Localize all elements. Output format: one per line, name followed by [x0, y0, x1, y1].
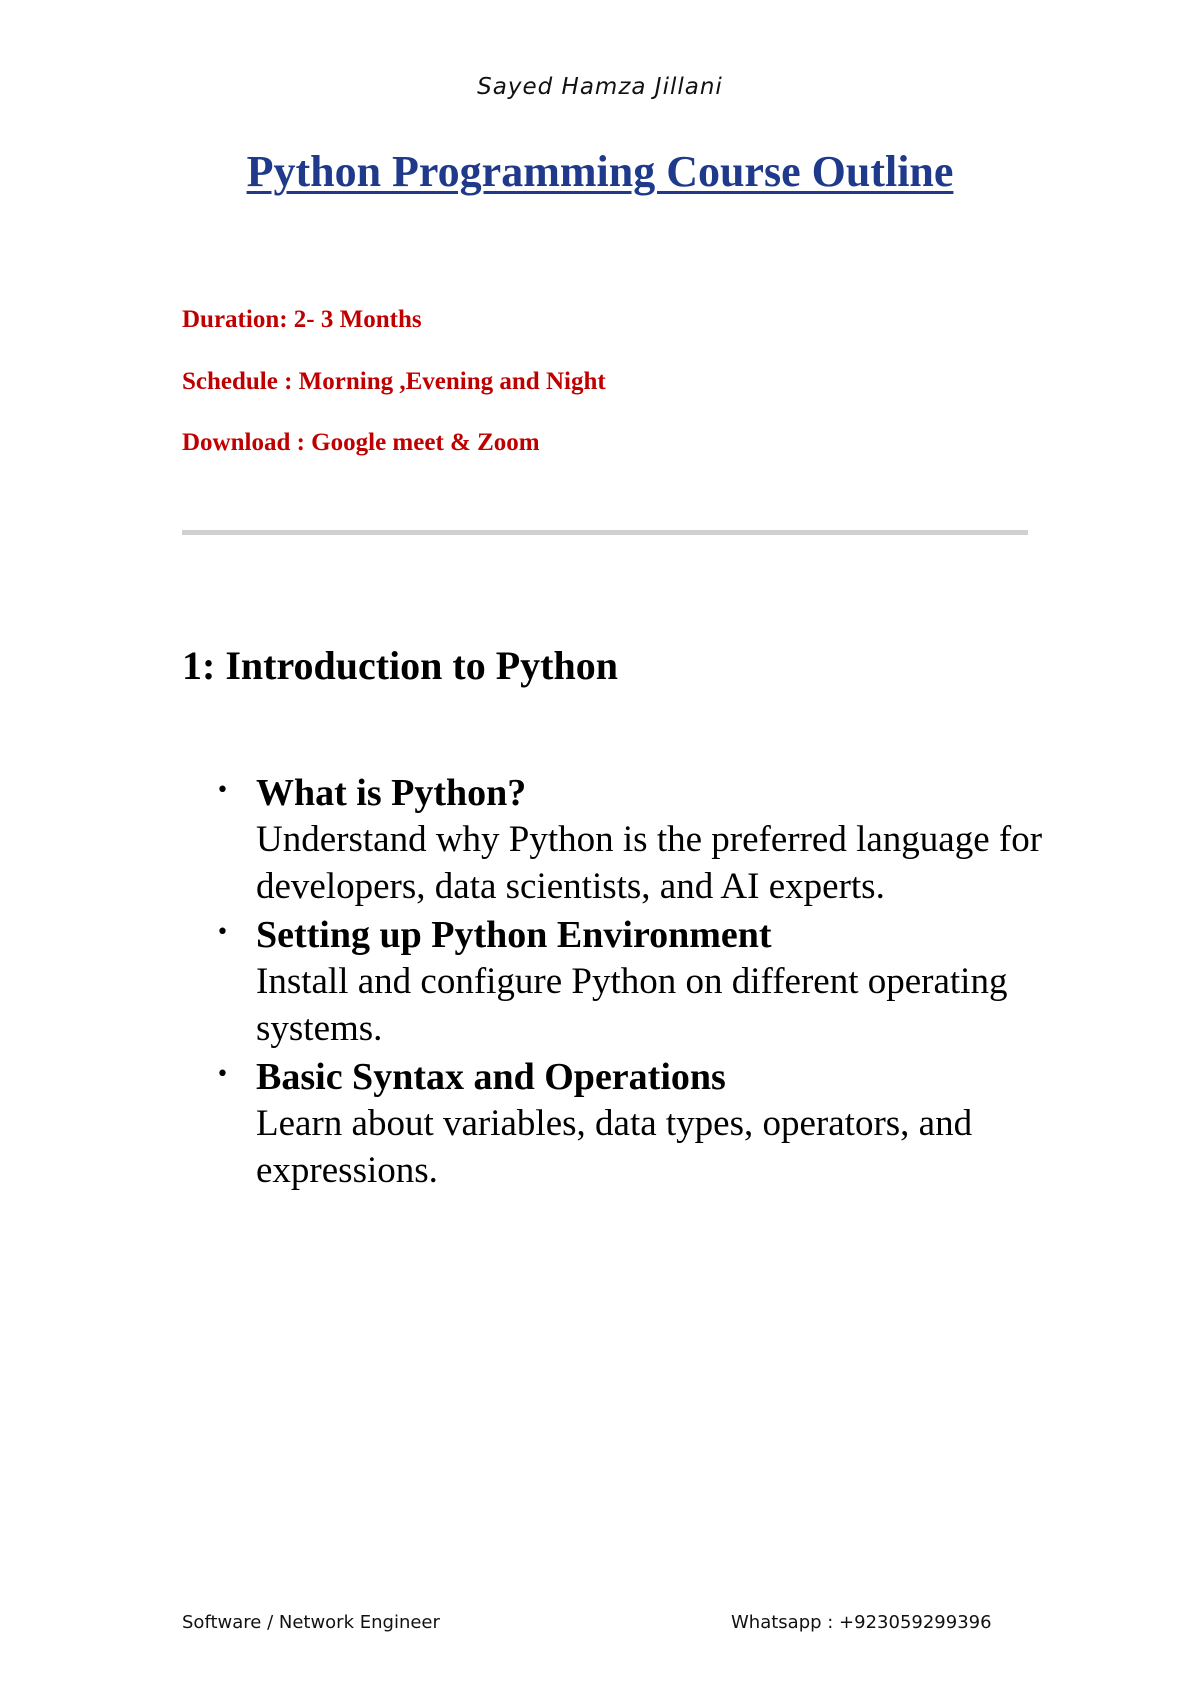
list-item [216, 912, 1056, 1052]
author-header: Sayed Hamza Jillani [477, 74, 723, 100]
footer-role: Software / Network Engineer [182, 1612, 440, 1633]
topic-description: Install and configure Python on different operating systems. [256, 961, 1008, 1049]
footer-contact: Whatsapp : +923059299396 [731, 1612, 992, 1633]
topic-title: Basic Syntax and Operations [256, 1056, 726, 1098]
duration-line: Duration: 2- 3 Months [182, 306, 422, 333]
page-title: Python Programming Course Outline [246, 147, 954, 196]
download-line: Download : Google meet & Zoom [182, 429, 540, 456]
schedule-line: Schedule : Morning ,Evening and Night [182, 368, 606, 395]
horizontal-divider [182, 530, 1028, 535]
topic-list [216, 770, 1056, 1196]
topic-description: Understand why Python is the preferred language for developers, data scientists, and AI experts. [256, 819, 1043, 907]
topic-description: Learn about variables, data types, operators, and expressions. [256, 1103, 973, 1191]
list-item [216, 770, 1056, 910]
topic-title: Setting up Python Environment [256, 914, 772, 956]
section-heading: 1: Introduction to Python [182, 643, 618, 688]
bullet-icon: • [216, 920, 229, 945]
bullet-icon: • [216, 778, 229, 803]
bullet-icon: • [216, 1062, 229, 1087]
list-item [216, 1054, 1056, 1194]
topic-title: What is Python? [256, 772, 527, 814]
